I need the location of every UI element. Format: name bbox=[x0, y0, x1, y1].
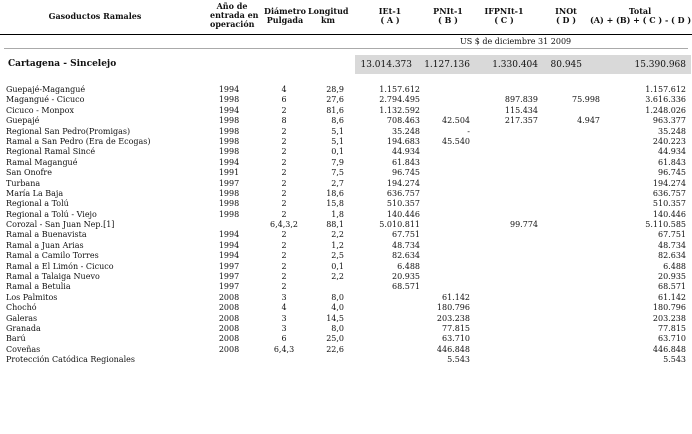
cell-year: 1994 bbox=[218, 240, 240, 250]
header-diameter: Diámetro Pulgada bbox=[264, 6, 306, 25]
cell-year: 2008 bbox=[218, 334, 240, 344]
table-body bbox=[0, 85, 692, 366]
cell-len: 81,6 bbox=[326, 105, 344, 115]
group-ifpnit: 1.330.404 bbox=[492, 60, 538, 70]
table-row bbox=[0, 345, 692, 355]
cell-len: 4,0 bbox=[331, 303, 344, 313]
cell-name: Regional a Tolú - Viejo bbox=[6, 209, 97, 219]
cell-inot: 75.998 bbox=[572, 95, 600, 105]
cell-dia: 6 bbox=[281, 334, 287, 344]
cell-iet: 35.248 bbox=[392, 126, 420, 136]
cell-dia: 8 bbox=[281, 116, 287, 126]
cell-year: 2008 bbox=[218, 303, 240, 313]
cell-iet: 140.446 bbox=[386, 209, 420, 219]
cell-len: 8,6 bbox=[331, 116, 344, 126]
cell-year: 1994 bbox=[218, 85, 240, 94]
cell-name: María La Baja bbox=[6, 188, 64, 198]
table-row bbox=[0, 230, 692, 240]
cell-year: 1997 bbox=[218, 272, 240, 282]
cell-len: 7,9 bbox=[331, 157, 344, 167]
header-iet: IEt-1 ( A ) bbox=[378, 6, 402, 25]
cell-tot: 1.248.026 bbox=[645, 105, 686, 115]
group-row bbox=[0, 55, 692, 75]
cell-year: 1998 bbox=[218, 147, 240, 157]
cell-iet: 1.157.612 bbox=[379, 85, 420, 94]
cell-len: 8,0 bbox=[331, 323, 344, 333]
cell-pnit: - bbox=[467, 126, 470, 136]
cell-tot: 67.751 bbox=[658, 230, 686, 240]
cell-len: 7,5 bbox=[331, 168, 344, 178]
table-row bbox=[0, 137, 692, 147]
cell-dia: 2 bbox=[281, 209, 287, 219]
cell-iet: 44.934 bbox=[392, 147, 420, 157]
cell-year: 1998 bbox=[218, 188, 240, 198]
cell-len: 18,6 bbox=[326, 188, 344, 198]
cell-name: Granada bbox=[6, 323, 41, 333]
cell-dia: 2 bbox=[281, 168, 287, 178]
cell-len: 0,1 bbox=[331, 147, 344, 157]
table-header bbox=[0, 0, 692, 35]
header-inot: INOt ( D ) bbox=[555, 6, 577, 25]
table-row bbox=[0, 189, 692, 199]
header-year: Año de entrada en operación bbox=[210, 1, 259, 29]
cell-len: 14,5 bbox=[326, 313, 344, 323]
cell-year: 1994 bbox=[218, 230, 240, 240]
cell-iet: 194.274 bbox=[386, 178, 420, 188]
table-row bbox=[0, 179, 692, 189]
cell-tot: 61.142 bbox=[658, 292, 686, 302]
cell-name: Guepajé bbox=[6, 116, 40, 126]
cell-name: Los Palmitos bbox=[6, 292, 58, 302]
cell-year: 1998 bbox=[218, 116, 240, 126]
cell-year: 2008 bbox=[218, 344, 240, 354]
cell-dia: 2 bbox=[281, 157, 287, 167]
cell-tot: 61.843 bbox=[658, 157, 686, 167]
cell-dia: 2 bbox=[281, 188, 287, 198]
cell-dia: 2 bbox=[281, 136, 287, 146]
cell-dia: 2 bbox=[281, 199, 287, 209]
cell-len: 28,9 bbox=[326, 85, 344, 94]
cell-pnit: 5.543 bbox=[447, 355, 470, 365]
cell-name: Turbana bbox=[6, 178, 41, 188]
cell-dia: 2 bbox=[281, 178, 287, 188]
cell-name: Ramal a Betulia bbox=[6, 282, 71, 292]
cell-ifp: 897.839 bbox=[504, 95, 538, 105]
cell-iet: 1.132.592 bbox=[379, 105, 420, 115]
cell-name: Chochó bbox=[6, 303, 37, 313]
cell-len: 1,2 bbox=[331, 240, 344, 250]
cell-dia: 2 bbox=[281, 230, 287, 240]
cell-dia: 6 bbox=[281, 95, 287, 105]
cell-year: 1998 bbox=[218, 199, 240, 209]
table-row bbox=[0, 334, 692, 344]
cell-dia: 4 bbox=[281, 85, 287, 94]
cell-name: Coveñas bbox=[6, 344, 41, 354]
table-row bbox=[0, 168, 692, 178]
cell-len: 2,7 bbox=[331, 178, 344, 188]
cell-pnit: 446.848 bbox=[436, 344, 470, 354]
table-row bbox=[0, 158, 692, 168]
cell-ifp: 99.774 bbox=[510, 220, 538, 230]
cell-name: Ramal a Talaiga Nuevo bbox=[6, 272, 100, 282]
cell-tot: 5.110.585 bbox=[645, 220, 686, 230]
currency-note: US $ de diciembre 31 2009 bbox=[460, 37, 572, 46]
table-row bbox=[0, 314, 692, 324]
cell-iet: 96.745 bbox=[392, 168, 420, 178]
cell-dia: 2 bbox=[281, 105, 287, 115]
cell-year: 2008 bbox=[218, 323, 240, 333]
cell-len: 27,6 bbox=[326, 95, 344, 105]
cell-tot: 5.543 bbox=[663, 355, 686, 365]
cell-pnit: 61.142 bbox=[442, 292, 470, 302]
cell-name: Ramal a El Limón - Cicuco bbox=[6, 261, 114, 271]
group-iet: 13.014.373 bbox=[360, 60, 412, 70]
cell-iet: 20.935 bbox=[392, 272, 420, 282]
cell-tot: 44.934 bbox=[658, 147, 686, 157]
cell-dia: 2 bbox=[281, 240, 287, 250]
cell-dia: 3 bbox=[281, 292, 287, 302]
cell-len: 22,6 bbox=[326, 344, 344, 354]
cell-inot: 4.947 bbox=[577, 116, 600, 126]
cell-pnit: 45.540 bbox=[442, 136, 470, 146]
cell-tot: 446.848 bbox=[652, 344, 686, 354]
group-pnit: 1.127.136 bbox=[424, 60, 470, 70]
cell-tot: 20.935 bbox=[658, 272, 686, 282]
cell-iet: 510.357 bbox=[386, 199, 420, 209]
table-row bbox=[0, 251, 692, 261]
table-row bbox=[0, 199, 692, 209]
header-ifpnit: IFPNIt-1 ( C ) bbox=[484, 6, 524, 25]
cell-name: Galeras bbox=[6, 313, 38, 323]
cell-name: Magangué - Cicuco bbox=[6, 95, 85, 105]
cell-year: 1994 bbox=[218, 105, 240, 115]
cell-tot: 63.710 bbox=[658, 334, 686, 344]
table-row bbox=[0, 355, 692, 365]
cell-len: 0,1 bbox=[331, 261, 344, 271]
table-row bbox=[0, 147, 692, 157]
cell-len: 5,1 bbox=[331, 136, 344, 146]
cell-iet: 5.010.811 bbox=[379, 220, 420, 230]
table-row bbox=[0, 210, 692, 220]
cell-iet: 194.683 bbox=[386, 136, 420, 146]
table-row bbox=[0, 282, 692, 292]
table-row bbox=[0, 95, 692, 105]
group-total: 15.390.968 bbox=[634, 60, 686, 70]
table-row bbox=[0, 85, 692, 95]
cell-year: 1994 bbox=[218, 157, 240, 167]
cell-tot: 140.446 bbox=[652, 209, 686, 219]
cell-dia: 2 bbox=[281, 147, 287, 157]
cell-name: Ramal a Camilo Torres bbox=[6, 251, 99, 261]
cell-len: 5,1 bbox=[331, 126, 344, 136]
cell-iet: 82.634 bbox=[392, 251, 420, 261]
cell-year: 1991 bbox=[218, 168, 240, 178]
cell-dia: 2 bbox=[281, 126, 287, 136]
cell-len: 8,0 bbox=[331, 292, 344, 302]
cell-name: Regional San Pedro(Promigas) bbox=[6, 126, 131, 136]
cell-dia: 3 bbox=[281, 323, 287, 333]
cell-tot: 240.223 bbox=[652, 136, 686, 146]
cell-year: 1998 bbox=[218, 136, 240, 146]
cell-year: 1994 bbox=[218, 251, 240, 261]
cell-name: Regional Ramal Sincé bbox=[6, 147, 96, 157]
table-row bbox=[0, 220, 692, 230]
cell-year: 1998 bbox=[218, 126, 240, 136]
cell-len: 25,0 bbox=[326, 334, 344, 344]
cell-tot: 963.377 bbox=[652, 116, 686, 126]
cell-dia: 2 bbox=[281, 251, 287, 261]
cell-len: 2,5 bbox=[331, 251, 344, 261]
table-row bbox=[0, 106, 692, 116]
cell-tot: 636.757 bbox=[652, 188, 686, 198]
cell-pnit: 42.504 bbox=[442, 116, 470, 126]
cell-pnit: 77.815 bbox=[442, 323, 470, 333]
cell-iet: 636.757 bbox=[386, 188, 420, 198]
group-inot: 80.945 bbox=[550, 60, 582, 70]
cell-name: Regional a Tolú bbox=[6, 199, 69, 209]
cell-len: 2,2 bbox=[331, 272, 344, 282]
cell-tot: 48.734 bbox=[658, 240, 686, 250]
cell-tot: 6.488 bbox=[663, 261, 686, 271]
cell-tot: 1.157.612 bbox=[645, 85, 686, 94]
cell-name: Ramal a Juan Arias bbox=[6, 240, 84, 250]
cell-year: 1998 bbox=[218, 95, 240, 105]
cell-tot: 82.634 bbox=[658, 251, 686, 261]
cell-name: Corozal - San Juan Nep.[1] bbox=[6, 220, 115, 230]
cell-tot: 35.248 bbox=[658, 126, 686, 136]
cell-year: 1998 bbox=[218, 209, 240, 219]
header-total: Total (A) + (B) + ( C ) - ( D ) bbox=[590, 6, 692, 25]
cell-name: Ramal a Buenavista bbox=[6, 230, 87, 240]
cell-len: 2,2 bbox=[331, 230, 344, 240]
cell-tot: 180.796 bbox=[652, 303, 686, 313]
cell-tot: 68.571 bbox=[658, 282, 686, 292]
cell-name: San Onofre bbox=[6, 168, 52, 178]
cell-year: 2008 bbox=[218, 313, 240, 323]
cell-iet: 48.734 bbox=[392, 240, 420, 250]
table-row bbox=[0, 116, 692, 126]
cell-tot: 194.274 bbox=[652, 178, 686, 188]
cell-year: 1997 bbox=[218, 282, 240, 292]
table-row bbox=[0, 127, 692, 137]
cell-name: Guepajé-Magangué bbox=[6, 85, 86, 94]
header-length: Longitud km bbox=[308, 6, 349, 25]
cell-dia: 4 bbox=[281, 303, 287, 313]
cell-name: Barú bbox=[6, 334, 26, 344]
cell-iet: 67.751 bbox=[392, 230, 420, 240]
cell-dia: 6,4,3,2 bbox=[270, 220, 298, 230]
cell-iet: 6.488 bbox=[397, 261, 420, 271]
table-row bbox=[0, 293, 692, 303]
cell-iet: 708.463 bbox=[386, 116, 420, 126]
cell-tot: 77.815 bbox=[658, 323, 686, 333]
cell-pnit: 203.238 bbox=[436, 313, 470, 323]
cell-name: Ramal a San Pedro (Era de Ecogas) bbox=[6, 136, 151, 146]
header-pnit: PNIt-1 ( B ) bbox=[433, 6, 463, 25]
cell-dia: 6,4,3 bbox=[273, 344, 295, 354]
cell-len: 15,8 bbox=[326, 199, 344, 209]
cell-len: 1,8 bbox=[331, 209, 344, 219]
cell-dia: 2 bbox=[281, 272, 287, 282]
table-row bbox=[0, 303, 692, 313]
cell-tot: 510.357 bbox=[652, 199, 686, 209]
cell-iet: 2.794.495 bbox=[379, 95, 420, 105]
cell-iet: 61.843 bbox=[392, 157, 420, 167]
group-name: Cartagena - Sincelejo bbox=[8, 59, 117, 69]
cell-name: Cicuco - Monpox bbox=[6, 105, 75, 115]
table-row bbox=[0, 324, 692, 334]
cell-pnit: 180.796 bbox=[436, 303, 470, 313]
cell-pnit: 63.710 bbox=[442, 334, 470, 344]
table-row bbox=[0, 272, 692, 282]
cell-tot: 203.238 bbox=[652, 313, 686, 323]
cell-year: 1997 bbox=[218, 261, 240, 271]
cell-len: 88,1 bbox=[326, 220, 344, 230]
cell-dia: 3 bbox=[281, 313, 287, 323]
cell-ifp: 115.434 bbox=[504, 105, 538, 115]
cell-ifp: 217.357 bbox=[504, 116, 538, 126]
cell-dia: 2 bbox=[281, 261, 287, 271]
cell-tot: 3.616.336 bbox=[645, 95, 686, 105]
cell-iet: 68.571 bbox=[392, 282, 420, 292]
cell-name: Ramal Magangué bbox=[6, 157, 78, 167]
cell-dia: 2 bbox=[281, 282, 287, 292]
header-name: Gasoductos Ramales bbox=[48, 11, 142, 21]
table-row bbox=[0, 262, 692, 272]
cell-year: 1997 bbox=[218, 178, 240, 188]
table-row bbox=[0, 241, 692, 251]
divider bbox=[4, 48, 688, 49]
cell-tot: 96.745 bbox=[658, 168, 686, 178]
cell-name: Protección Catódica Regionales bbox=[6, 355, 135, 365]
cell-year: 2008 bbox=[218, 292, 240, 302]
